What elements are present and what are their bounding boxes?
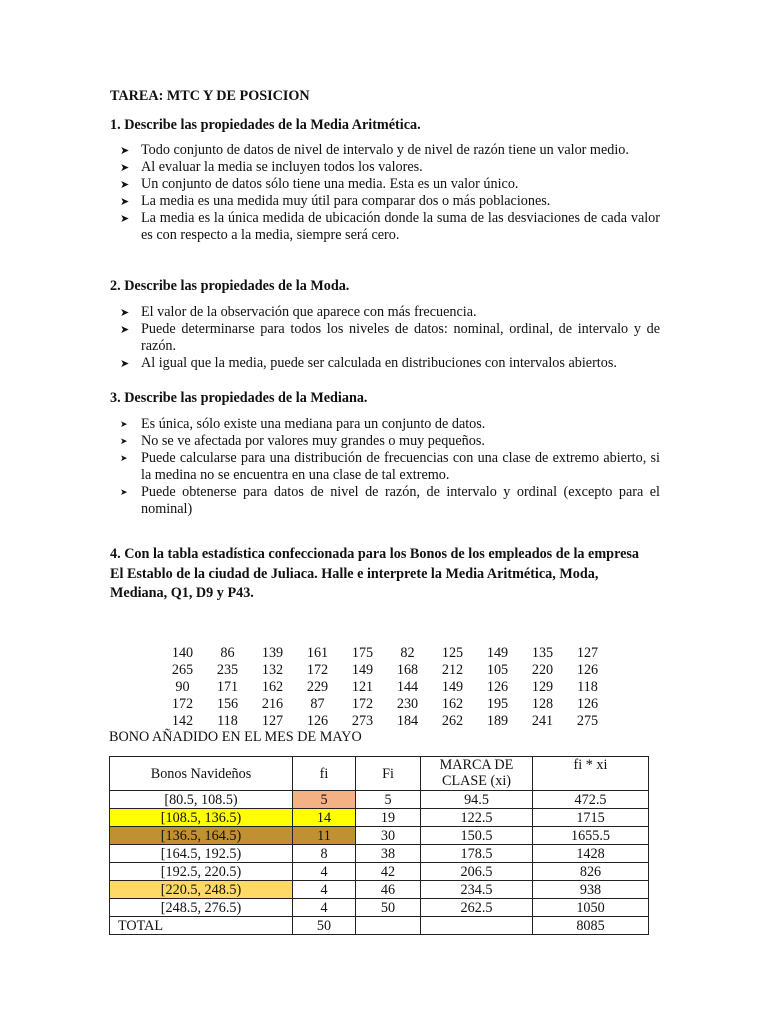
data-row [160, 679, 610, 696]
table-cell: 1050 [533, 899, 649, 917]
table-cell: 826 [533, 863, 649, 881]
data-cell: 275 [576, 713, 599, 729]
data-cell: 220 [531, 662, 554, 678]
table-row [110, 791, 649, 809]
data-cell: 129 [531, 679, 554, 695]
table-row [110, 809, 649, 827]
table-cell: [136.5, 164.5) [110, 827, 293, 845]
table-cell: [192.5, 220.5) [110, 863, 293, 881]
header-cell: Fi [356, 757, 421, 791]
data-cell: 127 [261, 713, 284, 729]
arrowhead-bullet-icon: ➤ [120, 306, 130, 319]
table-row [110, 881, 649, 899]
q1-list [120, 142, 660, 244]
table-cell: 178.5 [421, 845, 533, 863]
arrowhead-bullet-icon: ➤ [120, 178, 130, 191]
table-cell: 46 [356, 881, 421, 899]
table-header-row [110, 757, 649, 791]
data-cell: 126 [306, 713, 329, 729]
data-cell: 241 [531, 713, 554, 729]
list-item: ➤ Al igual que la media, puede ser calculada en distribuciones con intervalos abiertos. [120, 355, 617, 371]
total-cell: TOTAL [110, 917, 293, 935]
data-cell: 132 [261, 662, 284, 678]
data-cell: 82 [400, 645, 415, 661]
table-caption: BONO AÑADIDO EN EL MES DE MAYO [109, 729, 362, 745]
table-cell: 5 [293, 791, 356, 809]
table-cell: [108.5, 136.5) [110, 809, 293, 827]
table-cell: 4 [293, 899, 356, 917]
table-cell: 4 [293, 881, 356, 899]
data-cell: 156 [216, 696, 239, 712]
table-cell: 11 [293, 827, 356, 845]
table-row [110, 863, 649, 881]
table-cell: 19 [356, 809, 421, 827]
table-cell: 1428 [533, 845, 649, 863]
data-cell: 212 [441, 662, 464, 678]
data-cell: 126 [576, 696, 599, 712]
total-cell: 8085 [533, 917, 649, 935]
list-item: ➤ La media es una medida muy útil para comparar dos o más poblaciones. [120, 193, 551, 209]
table-cell: 30 [356, 827, 421, 845]
data-cell: 175 [351, 645, 374, 661]
q2-heading: 2. Describe las propiedades de la Moda. [110, 278, 350, 294]
table-cell: [220.5, 248.5) [110, 881, 293, 899]
table-cell: 938 [533, 881, 649, 899]
arrowhead-bullet-icon: ➤ [120, 454, 128, 464]
total-cell: 50 [293, 917, 356, 935]
header-cell: fi [293, 757, 356, 791]
list-item: ➤ Puede obtenerse para datos de nivel de razón, de intervalo y ordinal (excepto para el nominal) [120, 484, 660, 517]
data-cell: 127 [576, 645, 599, 661]
data-cell: 162 [261, 679, 284, 695]
data-cell: 105 [486, 662, 509, 678]
data-cell: 172 [351, 696, 374, 712]
q3-list [120, 416, 660, 518]
data-row [160, 662, 610, 679]
arrowhead-bullet-icon: ➤ [120, 437, 128, 447]
data-cell: 135 [531, 645, 554, 661]
table-cell: 14 [293, 809, 356, 827]
total-cell [421, 917, 533, 935]
table-cell: 8 [293, 845, 356, 863]
header-cell: fi * xi [533, 757, 649, 791]
data-cell: 171 [216, 679, 239, 695]
table-row [110, 827, 649, 845]
arrowhead-bullet-icon: ➤ [120, 488, 128, 498]
arrowhead-bullet-icon: ➤ [120, 161, 130, 174]
arrowhead-bullet-icon: ➤ [120, 357, 130, 370]
data-cell: 195 [486, 696, 509, 712]
header-cell: Bonos Navideños [110, 757, 293, 791]
table-cell: 150.5 [421, 827, 533, 845]
q4-heading: 4. Con la tabla estadística confeccionada para los Bonos de los empleados de la empresa El Establo de la ciudad de Juliaca. Halle e interprete la Media Aritmética, Moda, Mediana, Q1, D9 y P43. [110, 546, 640, 601]
data-cell: 139 [261, 645, 284, 661]
data-cell: 87 [310, 696, 325, 712]
data-cell: 149 [351, 662, 374, 678]
data-cell: 161 [306, 645, 329, 661]
table-cell: 94.5 [421, 791, 533, 809]
data-cell: 273 [351, 713, 374, 729]
data-cell: 149 [486, 645, 509, 661]
data-cell: 229 [306, 679, 329, 695]
table-cell: 234.5 [421, 881, 533, 899]
data-row [160, 696, 610, 713]
list-item: ➤ No se ve afectada por valores muy grandes o muy pequeños. [120, 433, 485, 449]
data-cell: 189 [486, 713, 509, 729]
data-cell: 126 [486, 679, 509, 695]
table-cell: 5 [356, 791, 421, 809]
data-cell: 142 [171, 713, 194, 729]
frequency-table [109, 756, 649, 935]
table-cell: [80.5, 108.5) [110, 791, 293, 809]
data-cell: 121 [351, 679, 374, 695]
table-cell: 1655.5 [533, 827, 649, 845]
list-item: ➤ Al evaluar la media se incluyen todos los valores. [120, 159, 423, 175]
data-row [160, 713, 610, 730]
arrowhead-bullet-icon: ➤ [120, 420, 128, 430]
data-row [160, 645, 610, 662]
arrowhead-bullet-icon: ➤ [120, 144, 130, 157]
data-cell: 128 [531, 696, 554, 712]
list-item: ➤ Todo conjunto de datos de nivel de intervalo y de nivel de razón tiene un valor medio. [120, 142, 629, 158]
data-cell: 140 [171, 645, 194, 661]
table-cell: 472.5 [533, 791, 649, 809]
list-item: ➤ Puede determinarse para todos los niveles de datos: nominal, ordinal, de intervalo y de razón. [120, 321, 660, 354]
q2-list [120, 304, 660, 372]
data-cell: 149 [441, 679, 464, 695]
list-item: ➤ Un conjunto de datos sólo tiene una media. Esta es un valor único. [120, 176, 519, 192]
data-cell: 90 [175, 679, 190, 695]
data-cell: 168 [396, 662, 419, 678]
q1-heading: 1. Describe las propiedades de la Media Aritmética. [110, 117, 421, 133]
arrowhead-bullet-icon: ➤ [120, 212, 130, 225]
table-cell: 38 [356, 845, 421, 863]
raw-data-grid [160, 645, 610, 730]
data-cell: 235 [216, 662, 239, 678]
header-cell: MARCA DE CLASE (xi) [421, 757, 533, 791]
data-cell: 144 [396, 679, 419, 695]
list-item: ➤ Puede calcularse para una distribución de frecuencias con una clase de extremo abierto, si la medina no se encuentra en una clase de tal extremo. [120, 450, 660, 483]
list-item: ➤ La media es la única medida de ubicación donde la suma de las desviaciones de cada valor es con respecto a la media, siempre será cero. [120, 210, 660, 243]
table-cell: [248.5, 276.5) [110, 899, 293, 917]
table-cell: [164.5, 192.5) [110, 845, 293, 863]
data-cell: 86 [220, 645, 235, 661]
table-cell: 262.5 [421, 899, 533, 917]
table-cell: 50 [356, 899, 421, 917]
data-cell: 216 [261, 696, 284, 712]
table-total-row [110, 917, 649, 935]
data-cell: 118 [577, 679, 598, 695]
q3-heading: 3. Describe las propiedades de la Mediana. [110, 390, 368, 406]
data-cell: 265 [171, 662, 194, 678]
data-cell: 126 [576, 662, 599, 678]
data-cell: 125 [441, 645, 464, 661]
data-cell: 162 [441, 696, 464, 712]
table-row [110, 899, 649, 917]
list-item: ➤ El valor de la observación que aparece con más frecuencia. [120, 304, 477, 320]
total-cell [356, 917, 421, 935]
data-cell: 172 [171, 696, 194, 712]
table-cell: 4 [293, 863, 356, 881]
data-cell: 230 [396, 696, 419, 712]
data-cell: 118 [217, 713, 238, 729]
table-cell: 206.5 [421, 863, 533, 881]
list-item: ➤ Es única, sólo existe una mediana para un conjunto de datos. [120, 416, 486, 432]
data-cell: 262 [441, 713, 464, 729]
table-cell: 42 [356, 863, 421, 881]
table-row [110, 845, 649, 863]
data-cell: 184 [396, 713, 419, 729]
data-cell: 172 [306, 662, 329, 678]
page-title: TAREA: MTC Y DE POSICION [110, 88, 310, 104]
table-cell: 1715 [533, 809, 649, 827]
table-cell: 122.5 [421, 809, 533, 827]
arrowhead-bullet-icon: ➤ [120, 195, 130, 208]
arrowhead-bullet-icon: ➤ [120, 323, 130, 336]
